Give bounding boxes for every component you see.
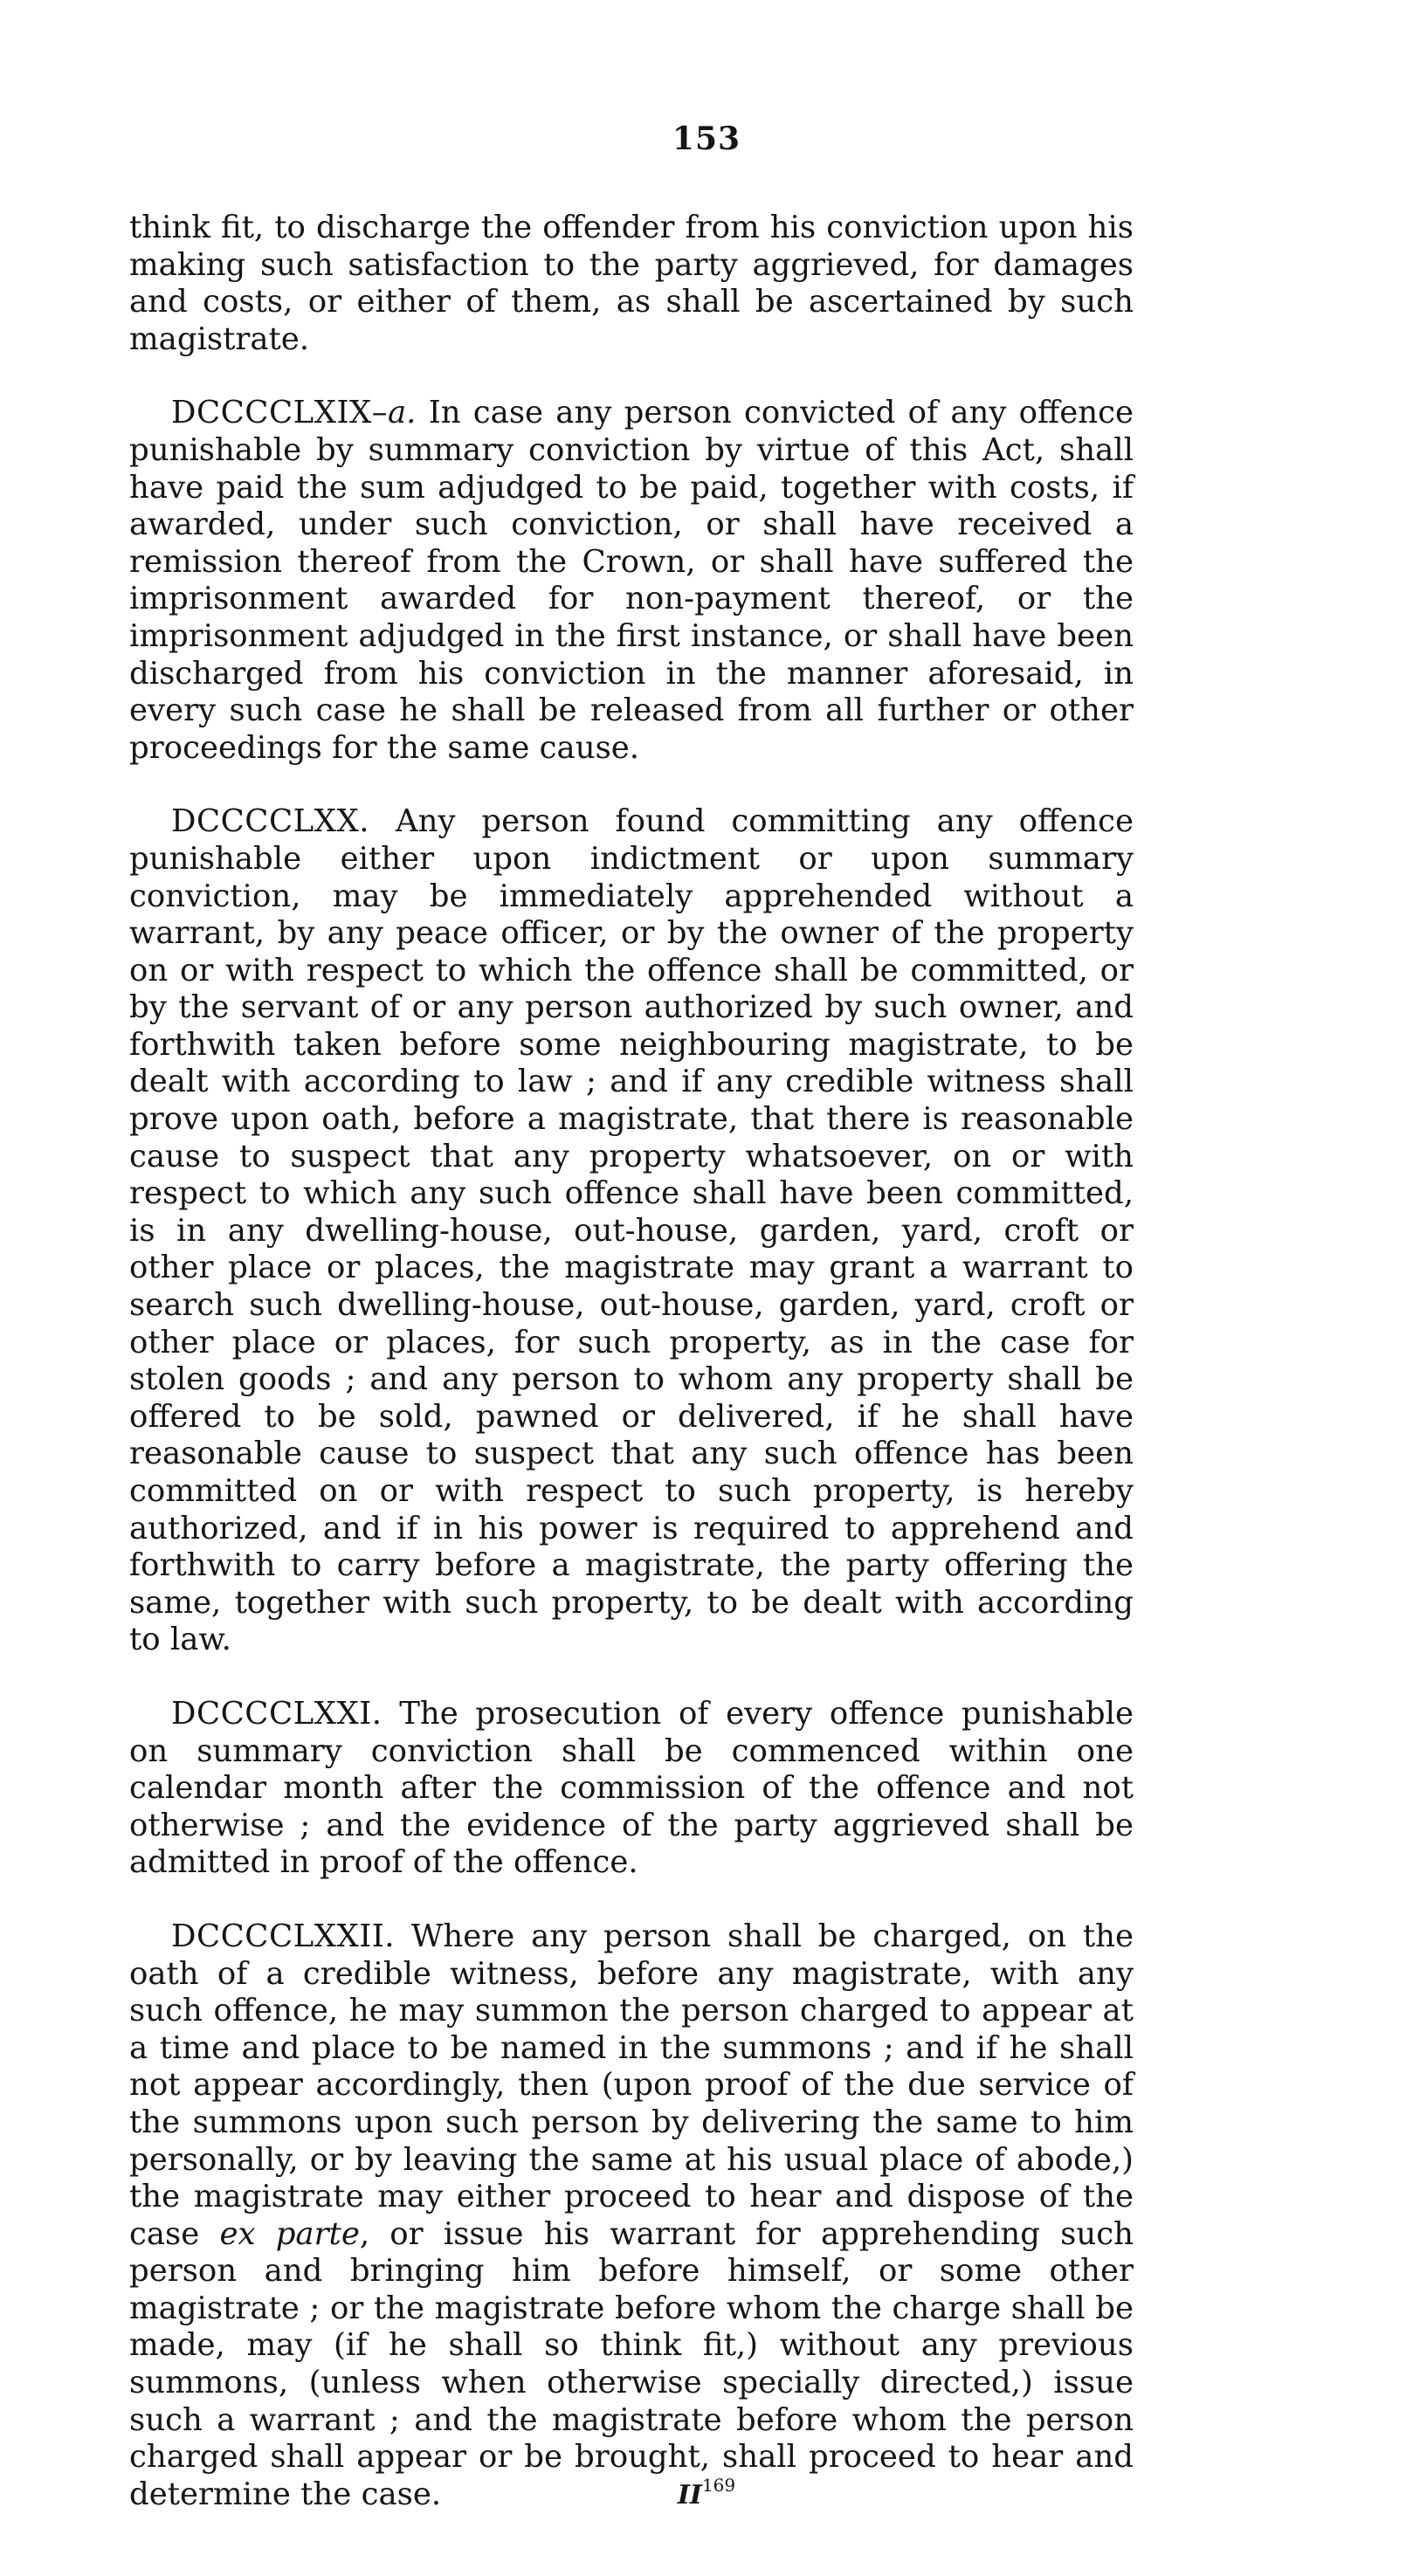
paragraph-text: think fit, to discharge the offender from his conviction upon his making such satisfaction to the party aggrieved, for damages and costs, or either of them, as shall be ascertained by such magistrate. <box>129 210 1134 357</box>
latin-phrase: ex parte <box>219 2215 360 2252</box>
paragraph-text: Where any person shall be charged, on the oath of a credible witness, before any magistrate, with any such offence, he may summon the person charged to appear at a time and place to be named in the summons ; and if he shall not appear accordingly, then (upon proof of the due service of the summons upon such person by delivering the same to him personally, or by leaving the same at his usual place of abode,) the magistrate may either proceed to hear and dispose of the case <box>129 1918 1134 2252</box>
page-number: 153 <box>672 121 741 157</box>
section-label: DCCCCLXIX– <box>171 395 389 431</box>
paragraph-text-continued: , or issue his warrant for apprehending such person and bringing him before himself, or some other magistrate ; or the magistrate before whom the charge shall be made, may (if he shall so think fit,) without any previous summons, (unless when otherwise specially directed,) issue such a warrant ; and the magistrate before whom the person charged shall appear or be brought, shall proceed to hear and determine the case. <box>129 2215 1134 2512</box>
signature-mark <box>0 2475 1413 2511</box>
section-label-suffix: a. <box>388 395 417 431</box>
signature-letters: II <box>677 2480 702 2511</box>
paragraph-text: The prosecution of every offence punishable on summary conviction shall be commenced within one calendar month after the commission of the offence and not otherwise ; and the evidence of the party aggrieved shall be admitted in proof of the offence. <box>129 1695 1134 1881</box>
section-dcccclxxii <box>129 1918 1134 2514</box>
signature-number: 169 <box>701 2475 736 2496</box>
section-label: DCCCCLXXI. <box>171 1695 383 1732</box>
section-dcccclxx <box>129 803 1134 1659</box>
section-dcccclxxi <box>129 1696 1134 1882</box>
paragraph-text: In case any person convicted of any offence punishable by summary conviction by virtue of this Act, shall have paid the sum adjudged to be paid, together with costs, if awarded, under such conviction, or shall have received a remission thereof from the Crown, or shall have suffered the imprisonment awarded for non-payment thereof, or the imprisonment adjudged in the first instance, or shall have been discharged from his conviction in the manner aforesaid, in every such case he shall be released from all further or other proceedings for the same cause. <box>129 395 1134 766</box>
body-text <box>129 210 1134 2550</box>
section-label: DCCCCLXXII. <box>171 1918 396 1954</box>
paragraph-text: Any person found committing any offence punishable either upon indictment or upon summary conviction, may be immediately apprehended without a warrant, by any peace officer, or by the owner of the property on or with respect to which the offence shall be committed, or by the servant of or any person authorized by such owner, and forthwith taken before some neighbouring magistrate, to be dealt with according to law ; and if any credible witness shall prove upon oath, before a magistrate, that there is reasonable cause to suspect that any property whatsoever, on or with respect to which any such offence shall have been committed, is in any dwelling-house, out-house, garden, yard, croft or other place or places, the magistrate may grant a warrant to search such dwelling-house, out-house, garden, yard, croft or other place or places, for such property, as in the case for stolen goods ; and any person to whom any property shall be offered to be sold, pawned or delivered, if he shall have reasonable cause to suspect that any such offence has been committed on or with respect to such property, is hereby authorized, and if in his power is required to apprehend and forthwith to carry before a magistrate, the party offering the same, together with such property, to be dealt with according to law. <box>129 803 1134 1658</box>
section-label: DCCCCLXX. <box>171 803 370 840</box>
paragraph-continuation <box>129 210 1134 358</box>
section-dcccclxix-a <box>129 395 1134 767</box>
